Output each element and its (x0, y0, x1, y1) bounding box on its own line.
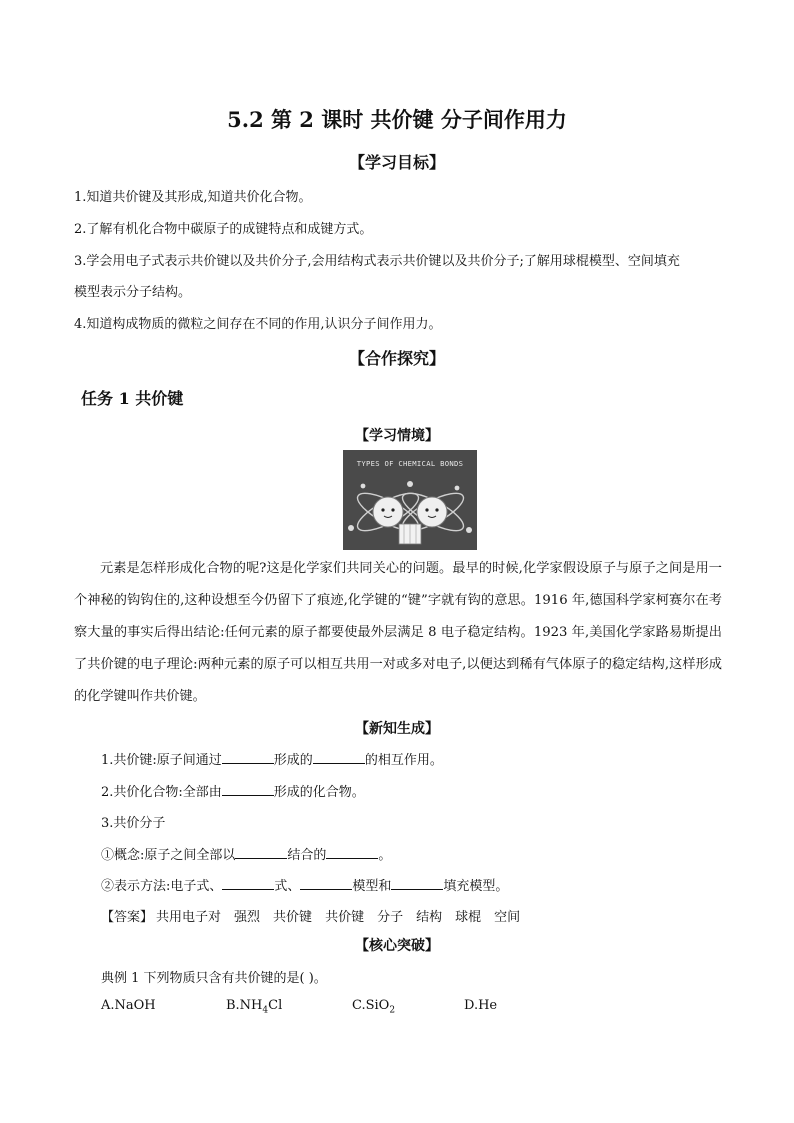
objectives-heading: 【学习目标】 (348, 153, 445, 172)
knowledge-item-representation: ②表示方法:电子式、 式、 模型和 填充模型。 (101, 879, 509, 894)
answer-blank[interactable] (222, 751, 274, 764)
core-heading: 【核心突破】 (355, 938, 439, 954)
answer-blank[interactable] (222, 783, 274, 796)
answer-blank[interactable] (300, 877, 352, 890)
illustration-caption: TYPES OF CHEMICAL BONDS (356, 459, 464, 468)
answer-blank[interactable] (326, 846, 378, 859)
example-1-question: 典例 1 下列物质只含有共价键的是( )。 (101, 971, 327, 986)
objective-3: 3.学会用电子式表示共价键以及共价分子,会用结构式表示共价键以及共价分子;了解用球棍模型、空间填充 (74, 254, 680, 269)
knowledge-item-1: 1.共价键:原子间通过 形成的 的相互作用。 (101, 753, 443, 768)
option-a[interactable]: A.NaOH (101, 998, 156, 1013)
situation-heading: 【学习情境】 (355, 428, 439, 444)
answer-blank[interactable] (313, 751, 365, 764)
knowledge-item-concept: ①概念:原子之间全部以 结合的 。 (101, 848, 392, 863)
objective-1: 1.知道共价键及其形成,知道共价化合物。 (74, 190, 312, 205)
objective-4: 4.知道构成物质的微粒之间存在不同的作用,认识分子间作用力。 (74, 317, 442, 332)
option-b[interactable]: $B.NH_4Cl$ (226, 998, 283, 1016)
answer-blank[interactable] (235, 846, 287, 859)
knowledge-item-2: 2.共价化合物:全部由 形成的化合物。 (101, 785, 365, 800)
option-d[interactable]: D.He (464, 998, 498, 1013)
answer-line: 【答案】 共用电子对 强烈 共价键 共价键 分子 结构 球棍 空间 (101, 910, 521, 925)
task-1-title: 任务 1 共价键 (81, 389, 184, 408)
page-title: 5.2 第 2 课时 共价键 分子间作用力 (227, 107, 567, 132)
objective-3-continued: 模型表示分子结构。 (74, 285, 192, 300)
answer-blank[interactable] (222, 877, 274, 890)
objective-2: 2.了解有机化合物中碳原子的成键特点和成键方式。 (74, 222, 373, 237)
cooperation-heading: 【合作探究】 (348, 349, 445, 368)
answer-blank[interactable] (391, 877, 443, 890)
option-c[interactable]: C.SiO$_2$ (352, 998, 396, 1016)
answer-label: 【答案】 (101, 910, 154, 925)
chemical-bonds-illustration (343, 450, 477, 550)
situation-paragraph: 元素是怎样形成化合物的呢?这是化学家们共同关心的问题。最早的时候,化学家假设原子与原子之间是用一个神秘的钩钩住的,这种设想至今仍留下了痕迹,化学键的“键”字就有钩的意思。1916 年,德国科学家柯赛尔在考察大量的事实后得出结论:任何元素的原子都要使最外层满足 8 电子稳定结构。1923 年,美国化学家路易斯提出了共价键的电子理论:两种元素的原子可以相互共用一对或多对电子,以便达到稀有气体原子的稳定结构,这样形成的化学键叫作共价键。 (74, 561, 722, 704)
knowledge-item-3: 3.共价分子 (101, 816, 166, 831)
new-knowledge-heading: 【新知生成】 (355, 721, 439, 737)
